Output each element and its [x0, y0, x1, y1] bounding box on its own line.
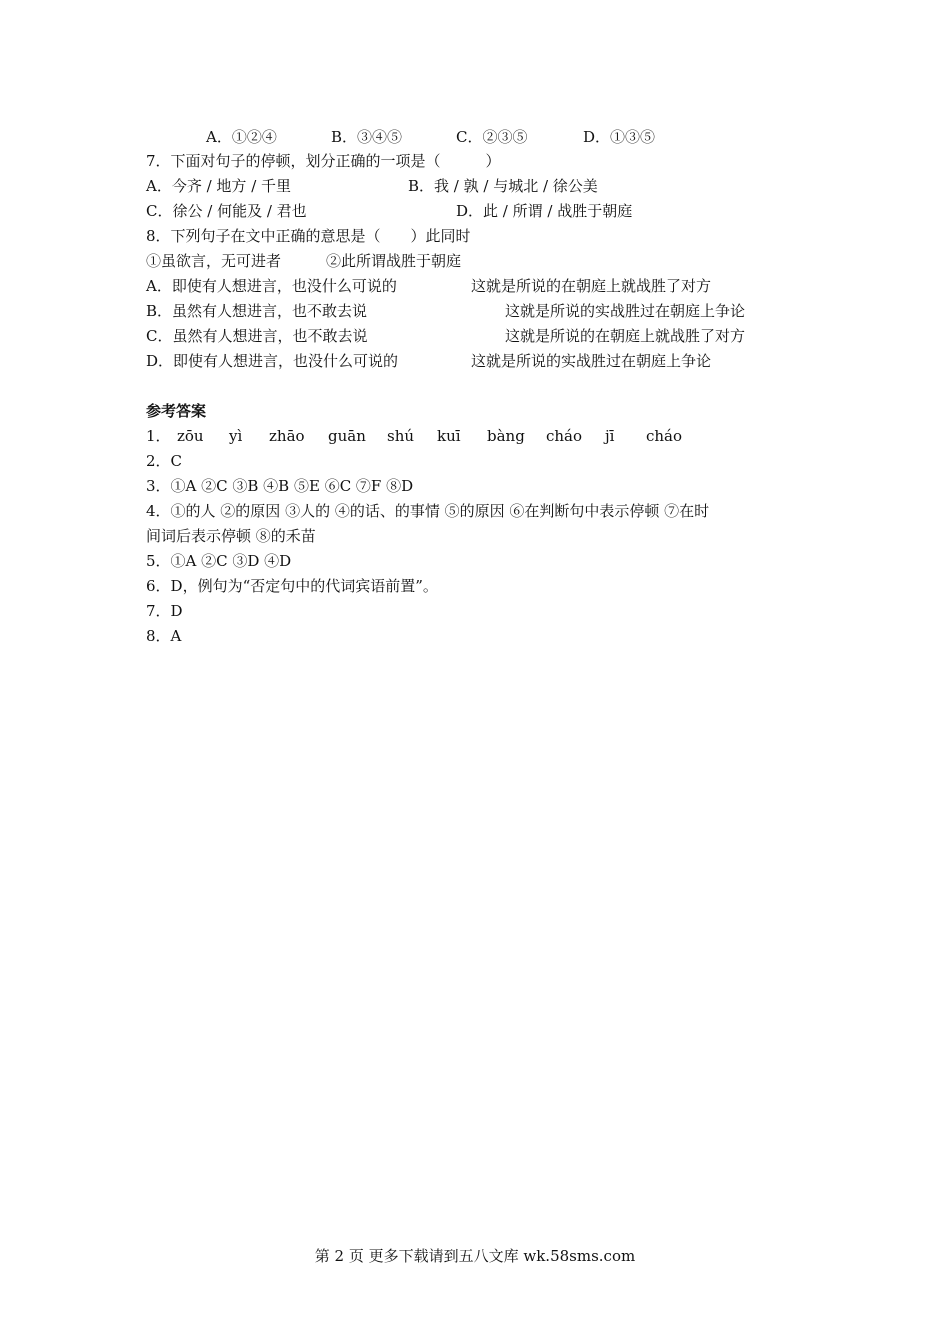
answer-1-pinyin: jī — [605, 427, 615, 445]
q8-option-b-second: 这就是所说的实战胜过在朝庭上争论 — [505, 302, 746, 320]
answer-7: 7．D — [146, 602, 183, 620]
q8-option-c-second: 这就是所说的在朝庭上就战胜了对方 — [505, 327, 746, 345]
answer-1-number: 1． — [146, 427, 171, 445]
q8-option-a-first: A．即使有人想进言，也没什么可说的 — [146, 277, 397, 295]
q7-option-b: B．我 / 孰 / 与城北 / 徐公美 — [408, 177, 598, 195]
answer-1-pinyin: zōu — [177, 427, 204, 445]
answer-1-pinyin: guān — [328, 427, 366, 445]
answer-1-pinyin: kuī — [437, 427, 461, 445]
q7-option-c: C．徐公 / 何能及 / 君也 — [146, 202, 307, 220]
q6-option-d: D．①③⑤ — [583, 128, 656, 146]
q8-option-a-second: 这就是所说的在朝庭上就战胜了对方 — [471, 277, 712, 295]
q6-option-a: A．①②④ — [206, 128, 277, 146]
q7-stem: 7．下面对句子的停顿，划分正确的一项是（ ） — [146, 152, 501, 170]
answer-5: 5．①A ②C ③D ④D — [146, 552, 292, 570]
answer-2: 2．C — [146, 452, 183, 470]
q7-option-a: A．今齐 / 地方 / 千里 — [146, 177, 292, 195]
answer-1-pinyin: zhāo — [269, 427, 305, 445]
answers-heading: 参考答案 — [146, 402, 207, 420]
answer-1-pinyin: shú — [387, 427, 415, 445]
page-footer: 第 2 页 更多下载请到五八文库 wk.58sms.com — [314, 1247, 636, 1265]
answer-4-line-2: 间词后表示停顿 ⑧的禾苗 — [146, 527, 316, 545]
q8-option-b-first: B．虽然有人想进言，也不敢去说 — [146, 302, 368, 320]
q8-option-d-first: D．即使有人想进言，也没什么可说的 — [146, 352, 399, 370]
q7-option-d: D．此 / 所谓 / 战胜于朝庭 — [456, 202, 633, 220]
q8-stem: 8．下列句子在文中正确的意思是（ ）此同时 — [146, 227, 471, 245]
answer-1-pinyin: cháo — [646, 427, 683, 445]
q6-option-b: B．③④⑤ — [331, 128, 403, 146]
answer-1-pinyin: yì — [229, 427, 243, 445]
answer-1-pinyin: cháo — [546, 427, 583, 445]
answer-1-pinyin: bàng — [487, 427, 525, 445]
answer-4-line-1: 4．①的人 ②的原因 ③人的 ④的话、的事情 ⑤的原因 ⑥在判断句中表示停顿 ⑦在时 — [146, 502, 710, 520]
q8-option-c-first: C．虽然有人想进言，也不敢去说 — [146, 327, 368, 345]
answer-3: 3．①A ②C ③B ④B ⑤E ⑥C ⑦F ⑧D — [146, 477, 414, 495]
q6-option-c: C．②③⑤ — [456, 128, 528, 146]
answer-6: 6．D，例句为“否定句中的代词宾语前置”。 — [146, 577, 438, 595]
answer-8: 8．A — [146, 627, 182, 645]
q8-option-d-second: 这就是所说的实战胜过在朝庭上争论 — [471, 352, 712, 370]
q8-sentences: ①虽欲言，无可进者 ②此所谓战胜于朝庭 — [146, 252, 462, 270]
